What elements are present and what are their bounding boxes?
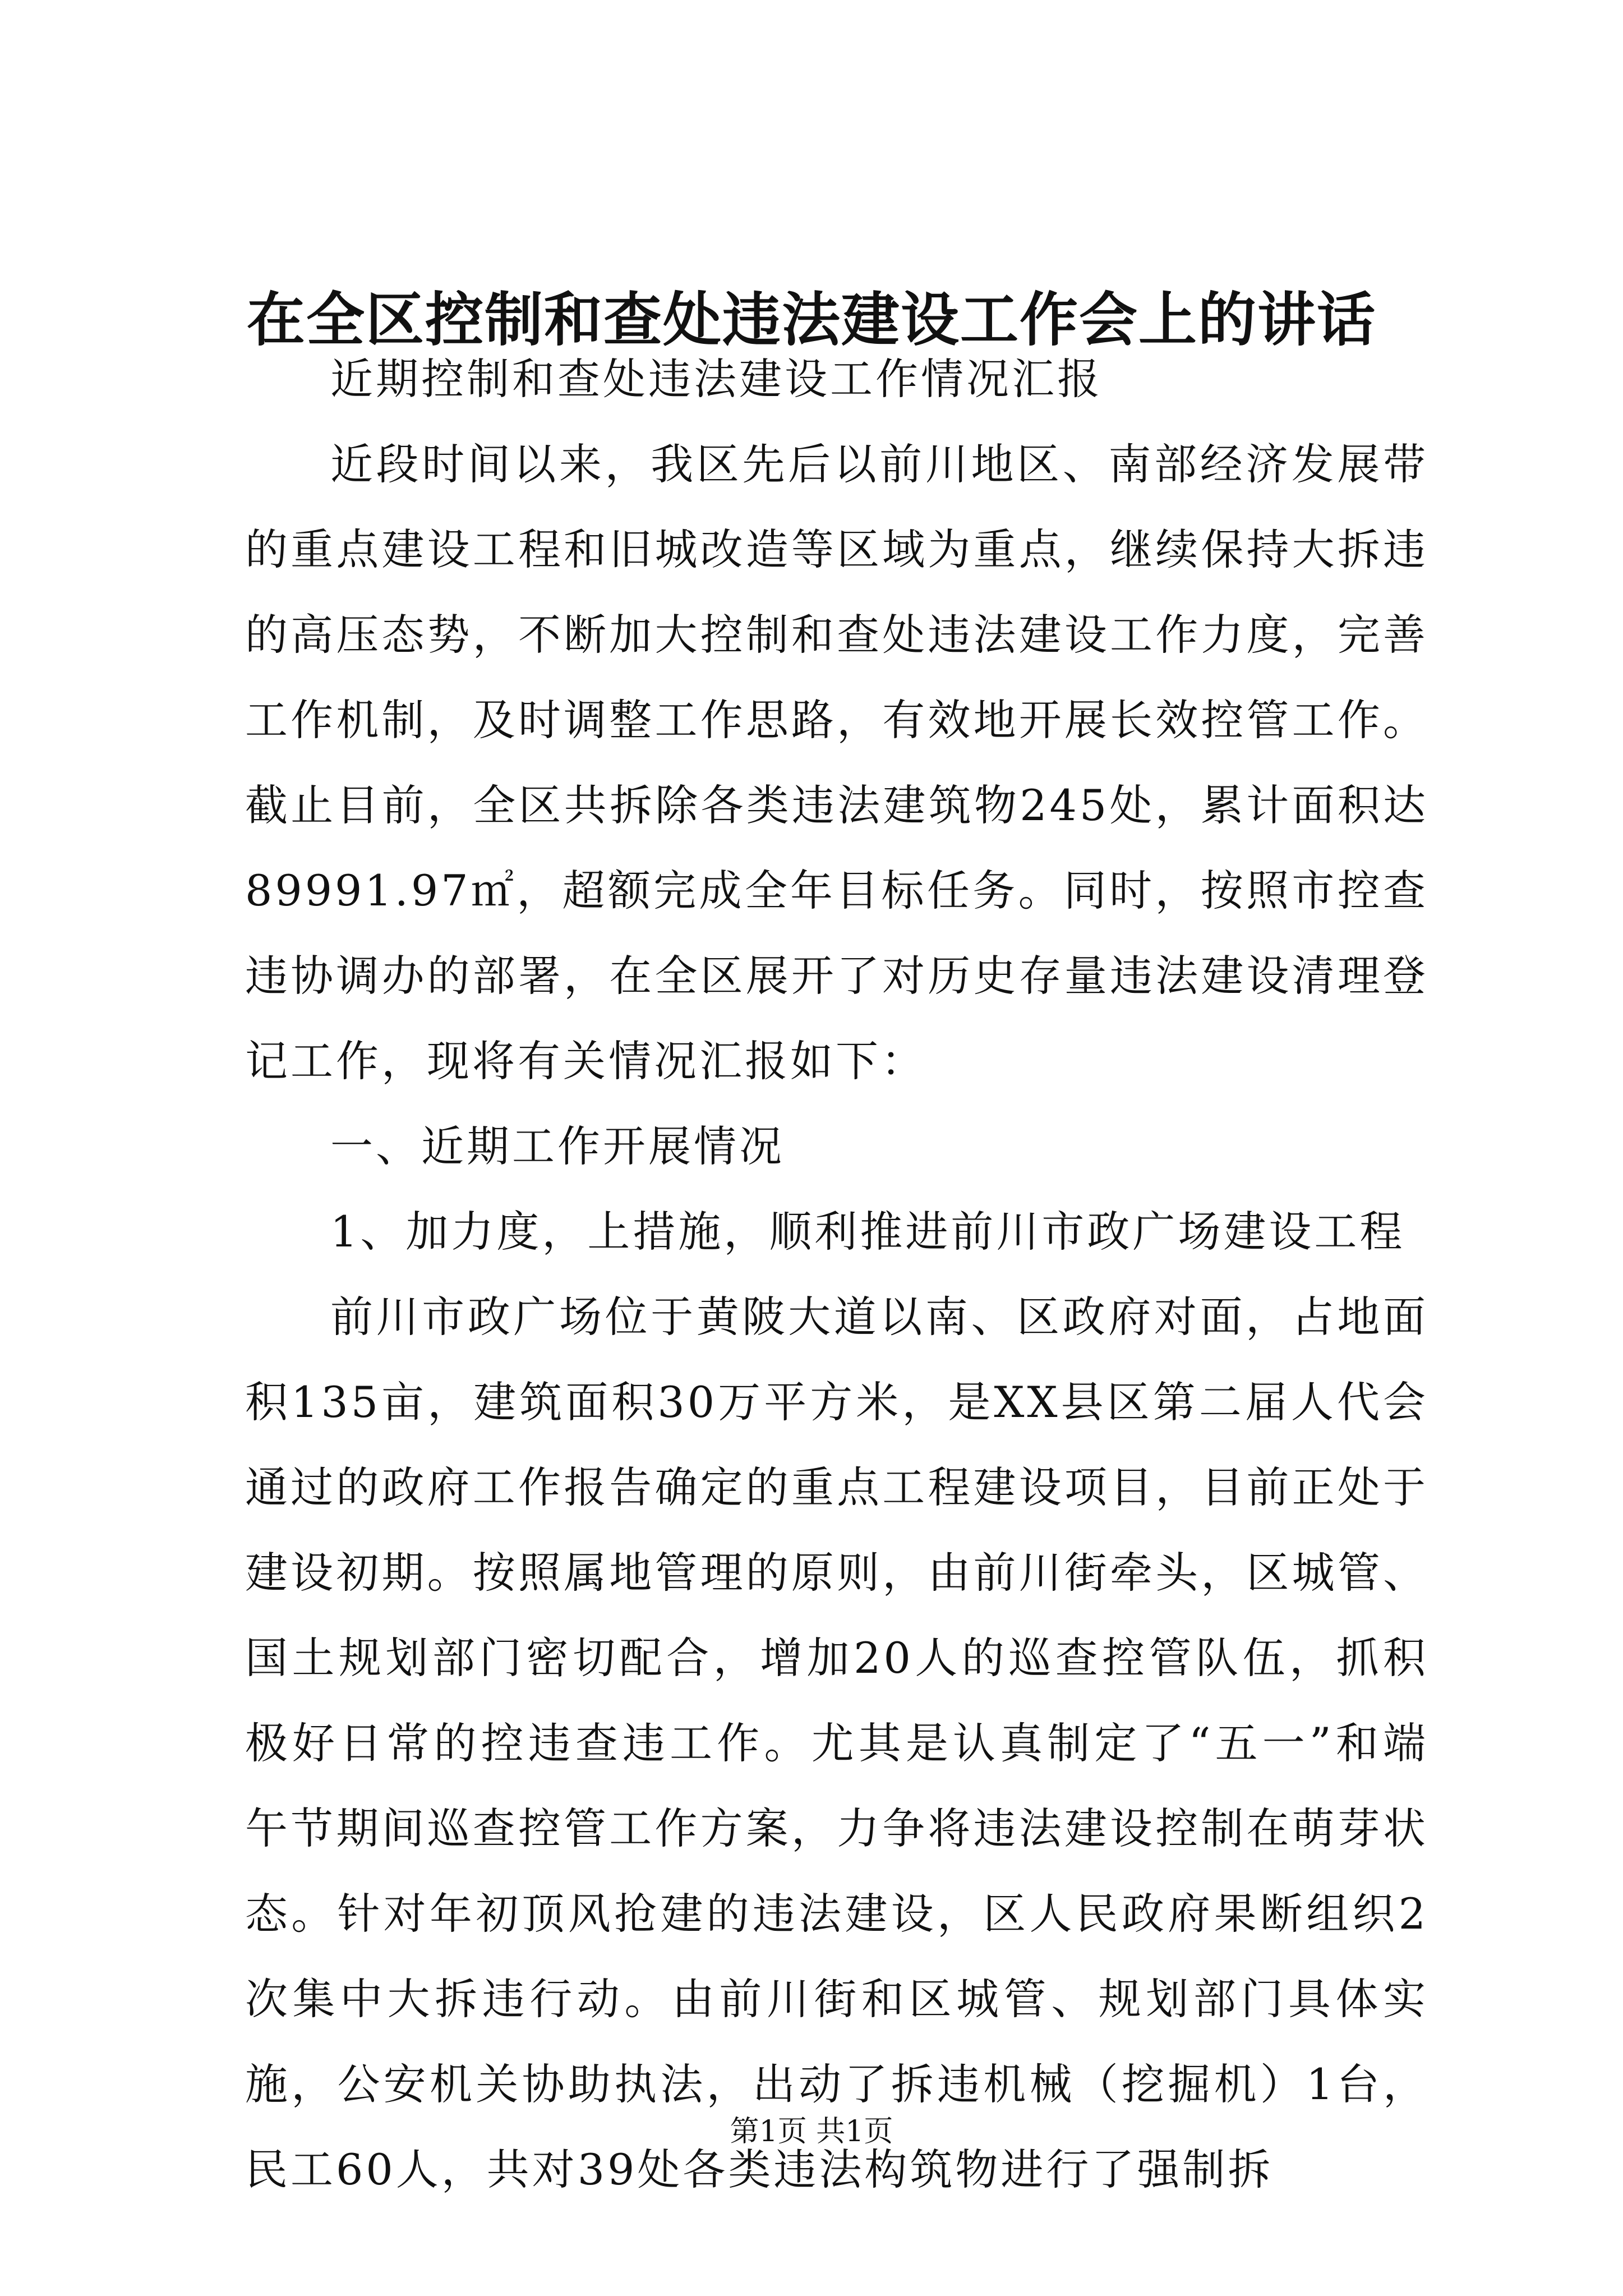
section-heading: 一、近期工作开展情况	[330, 1121, 785, 1171]
intro-paragraph: 近段时间以来，我区先后以前川地区、南部经济发展带的重点建设工程和旧城改造等区域为重点，继续保持大拆违的高压态势，不断加大控制和查处违法建设工作力度，完善工作机制，及时调整工作思路，有效地开展长效控管工作。截止目前，全区共拆除各类违法建筑物245处，累计面积达89991.97㎡，超额完成全年目标任务。同时，按照市控查违协调办的部署，在全区展开了对历史存量违法建设清理登记工作，现将有关情况汇报如下：	[245, 439, 1428, 1086]
document-body	[245, 337, 1428, 2212]
document-title: 在全区控制和查处违法建设工作会上的讲话	[246, 285, 1376, 354]
subsection-heading: 1、加力度，上措施，顺利推进前川市政广场建设工程	[330, 1207, 1405, 1257]
body-paragraph: 前川市政广场位于黄陂大道以南、区政府对面，占地面积135亩，建筑面积30万平方米，是XX县区第二届人代会通过的政府工作报告确定的重点工程建设项目，目前正处于建设初期。按照属地管理的原则，由前川街牵头，区城管、国土规划部门密切配合，增加20人的巡查控管队伍，抓积极好日常的控违查违工作。尤其是认真制定了“五一”和端午节期间巡查控管工作方案，力争将违法建设控制在萌芽状态。针对年初顶风抢建的违法建设，区人民政府果断组织2次集中大拆违行动。由前川街和区城管、规划部门具体实施，公安机关协助执法，出动了拆违机械（挖掘机）1台，民工60人，共对39处各类违法构筑物进行了强制拆	[245, 1292, 1428, 2194]
page-footer: 第1页 共1页	[730, 2115, 893, 2148]
report-subtitle: 近期控制和查处违法建设工作情况汇报	[330, 354, 1103, 404]
